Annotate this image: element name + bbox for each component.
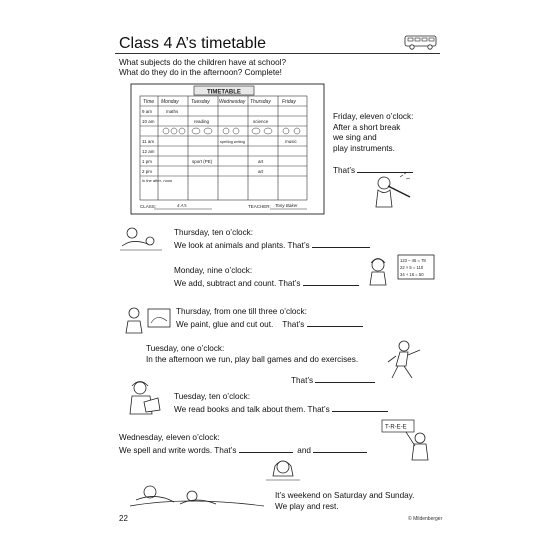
ex3-line1: Monday, nine o’clock: bbox=[174, 266, 253, 275]
ex5-answer-blank[interactable] bbox=[315, 374, 375, 383]
writing-boy-icon bbox=[376, 418, 434, 462]
exercise-weekend bbox=[275, 491, 414, 512]
running-boy-icon bbox=[386, 338, 426, 382]
cell-wednesday-11am: spelling writing bbox=[220, 140, 245, 144]
exercise-tuesday-one bbox=[146, 344, 358, 365]
header-friday: Friday bbox=[282, 99, 296, 105]
time-10am: 10 am bbox=[142, 119, 155, 124]
title-rule bbox=[115, 53, 440, 54]
time-2pm: 2 pm bbox=[142, 169, 153, 174]
magnifier-boy-icon bbox=[118, 224, 164, 254]
ex5-line2: In the afternoon we run, play ball games and do exercises. bbox=[146, 354, 359, 364]
cell-tuesday-10am: reading bbox=[194, 119, 210, 124]
maths-card-line-1: 123 – 45 = 78 bbox=[400, 258, 426, 263]
teacher-value: Tony Baker bbox=[275, 203, 298, 208]
time-11am: 11 am bbox=[142, 139, 155, 144]
clarinet-boy-icon bbox=[370, 173, 420, 213]
ex6-line2: We read books and talk about them. That’s bbox=[174, 404, 330, 414]
time-afternoon: in the after- noon bbox=[142, 178, 173, 183]
exercise-thursday-afternoon bbox=[176, 307, 363, 330]
ex2-answer-blank[interactable] bbox=[312, 239, 370, 248]
cell-monday-9am: maths bbox=[166, 109, 179, 114]
cell-thursday-10am: science bbox=[253, 119, 269, 124]
class-label: CLASS: bbox=[140, 204, 157, 209]
ex4-line1: Thursday, from one till three o’clock: bbox=[176, 307, 307, 316]
exercise-tuesday-one-answer bbox=[291, 374, 375, 387]
ex7-answer-blank-2[interactable] bbox=[313, 444, 367, 453]
intro-text bbox=[119, 58, 286, 78]
cell-thursday-1pm: art bbox=[258, 159, 264, 164]
maths-girl-icon bbox=[368, 253, 438, 287]
ex1-line3: we sing and bbox=[333, 133, 377, 142]
ex7-and: and bbox=[297, 445, 311, 455]
class-value: 4 A’s bbox=[177, 203, 187, 208]
ex4-answer-prefix: That’s bbox=[282, 319, 305, 329]
exercise-monday-nine bbox=[174, 266, 359, 289]
ex3-answer-blank[interactable] bbox=[303, 277, 359, 286]
ex1-answer-blank[interactable] bbox=[357, 164, 413, 173]
time-9am: 9 am bbox=[142, 109, 153, 114]
cell-friday-11am: music bbox=[285, 139, 297, 144]
sleeping-children-icon bbox=[126, 482, 266, 514]
timetable bbox=[130, 83, 325, 215]
exercise-friday bbox=[333, 112, 413, 177]
ex5-answer-prefix: That’s bbox=[291, 376, 314, 385]
exercise-wednesday-eleven bbox=[119, 433, 367, 456]
time-12am: 12 am bbox=[142, 149, 155, 154]
ex2-line2: We look at animals and plants. That’s bbox=[174, 240, 310, 250]
header-time: Time bbox=[143, 99, 155, 105]
ex8-line1: It’s weekend on Saturday and Sunday. bbox=[275, 491, 415, 500]
page-title: Class 4 A’s timetable bbox=[119, 35, 267, 52]
page-number: 22 bbox=[119, 514, 128, 523]
bus-icon bbox=[403, 33, 439, 51]
ex1-line2: After a short break bbox=[333, 122, 401, 132]
cell-thursday-2pm: art bbox=[258, 169, 264, 174]
header-thursday: Thursday bbox=[250, 99, 271, 105]
ex1-line4: play instruments. bbox=[333, 143, 395, 153]
timetable-banner: TIMETABLE bbox=[207, 89, 241, 96]
time-1pm: 1 pm bbox=[142, 159, 153, 164]
reading-girl-icon bbox=[124, 378, 168, 418]
ex6-line1: Tuesday, ten o’clock: bbox=[174, 392, 250, 401]
tree-card: T-R-E-E bbox=[385, 424, 407, 431]
ex7-answer-blank-1[interactable] bbox=[239, 444, 293, 453]
ex7-line2: We spell and write words. That’s bbox=[119, 445, 237, 455]
exercise-thursday-ten bbox=[174, 228, 370, 251]
ex4-line2: We paint, glue and cut out. bbox=[176, 319, 274, 329]
ex5-line1: Tuesday, one o’clock: bbox=[146, 344, 225, 353]
maths-card-line-2: 22 × 5 = 110 bbox=[400, 265, 424, 270]
ex3-line2: We add, subtract and count. That’s bbox=[174, 278, 301, 288]
painting-child-icon bbox=[124, 303, 172, 335]
ex1-answer-prefix: That’s bbox=[333, 166, 356, 175]
girl-icon bbox=[266, 458, 300, 484]
cell-tuesday-1pm: sport (PE) bbox=[192, 159, 213, 164]
copyright: © Mildenberger bbox=[408, 516, 443, 522]
ex2-line1: Thursday, ten o’clock: bbox=[174, 228, 254, 237]
exercise-tuesday-ten bbox=[174, 392, 388, 415]
ex7-line1: Wednesday, eleven o’clock: bbox=[119, 433, 220, 442]
ex8-line2: We play and rest. bbox=[275, 501, 339, 511]
intro-line-1: What subjects do the children have at school? bbox=[119, 58, 287, 67]
intro-line-2: What do they do in the afternoon? Complete! bbox=[119, 68, 282, 77]
teacher-label: TEACHER: bbox=[248, 204, 271, 209]
header-tuesday: Tuesday bbox=[191, 99, 210, 105]
header-monday: Monday bbox=[161, 99, 179, 105]
maths-card-line-3: 34 + 16 = 50 bbox=[400, 272, 424, 277]
ex1-line1: Friday, eleven o’clock: bbox=[333, 112, 414, 121]
ex4-answer-blank[interactable] bbox=[307, 318, 363, 327]
header-wednesday: Wednesday bbox=[219, 99, 246, 105]
ex6-answer-blank[interactable] bbox=[332, 403, 388, 412]
